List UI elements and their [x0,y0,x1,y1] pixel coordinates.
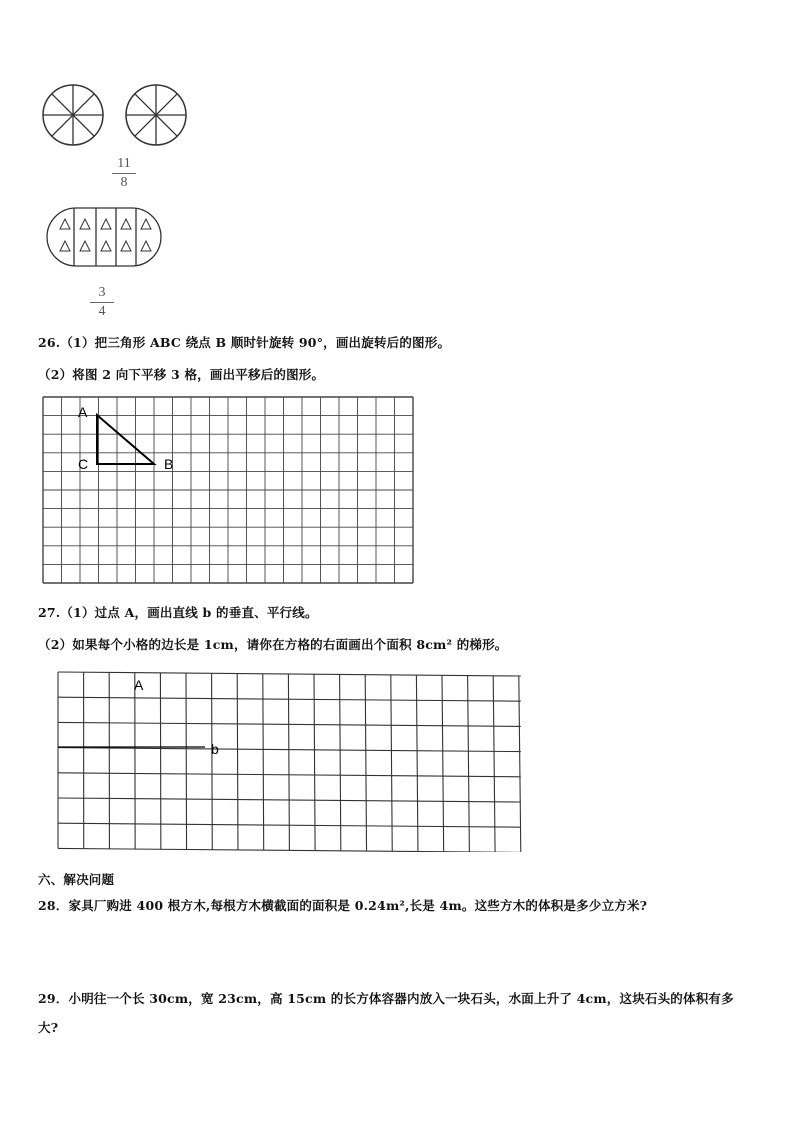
circle-eighths-right [126,85,186,145]
grid-line [58,748,521,752]
capsule-dividers [60,208,151,266]
fraction-numerator: 3 [98,285,106,300]
fraction-numerator: 11 [117,156,131,171]
label-line-b: b [211,741,219,757]
grid-line [58,697,521,701]
question-29-line2: 大? [38,1020,59,1035]
capsule-triangle [121,241,131,251]
grid-line [519,676,521,852]
grid-line [58,722,521,726]
fraction-capsule [90,285,114,320]
capsule-triangle [141,241,151,251]
label-point-b: B [164,456,174,472]
fraction-denominator: 8 [120,175,128,190]
capsule-triangle [101,219,111,229]
capsule-triangle [80,241,90,251]
grid-26 [40,395,420,587]
triangle-abc [97,415,154,464]
label-point-c: C [78,456,89,472]
capsule-outline [47,208,161,266]
grid-26-lines [43,397,413,583]
grid-line [212,673,213,849]
capsule-triangle [60,241,70,251]
grid-27-lines [58,672,521,852]
question-27-part2: （2）如果每个小格的边长是 1cm，请你在方格的右面画出个面积 8cm² 的梯形。 [38,637,508,652]
grid-27 [55,668,530,852]
capsule-triangle [60,219,70,229]
circles-figure [40,80,200,150]
capsule-triangle [80,219,90,229]
fraction-denominator: 4 [98,304,106,319]
fraction-bar [112,173,136,174]
capsule-figure [44,200,166,272]
capsule-triangle [141,219,151,229]
grid-line [186,673,187,849]
circle-eighths-left [43,85,103,145]
question-26-part2: （2）将图 2 向下平移 3 格，画出平移后的图形。 [38,367,325,382]
grid-line [340,674,341,850]
grid-line [416,675,418,851]
label-point-a: A [134,677,144,693]
grid-line [468,676,470,852]
grid-line [493,676,495,852]
section-6-title: 六、解决问题 [38,872,115,887]
grid-line [288,674,289,850]
grid-line [58,672,521,676]
question-26-part1: 26.（1）把三角形 ABC 绕点 B 顺时针旋转 90°，画出旋转后的图形。 [38,335,451,350]
question-27-part1: 27.（1）过点 A，画出直线 b 的垂直、平行线。 [38,605,318,620]
grid-line [237,674,238,850]
grid-line [391,675,392,851]
question-28: 28．家具厂购进 400 根方木,每根方木横截面的面积是 0.24m²,长是 4m。这些方木的体积是多少立方米? [38,898,648,913]
capsule-triangle [101,241,111,251]
question-29-line1: 29．小明往一个长 30cm，宽 23cm，高 15cm 的长方体容器内放入一块石头，水面上升了 4cm，这块石头的体积有多 [38,991,734,1006]
label-point-a: A [78,404,88,420]
grid-line [442,675,444,851]
fraction-bar [90,302,114,303]
grid-line [365,675,366,851]
capsule-triangle [121,219,131,229]
grid-line [263,674,264,850]
fraction-circles [112,156,136,191]
grid-line [314,674,315,850]
